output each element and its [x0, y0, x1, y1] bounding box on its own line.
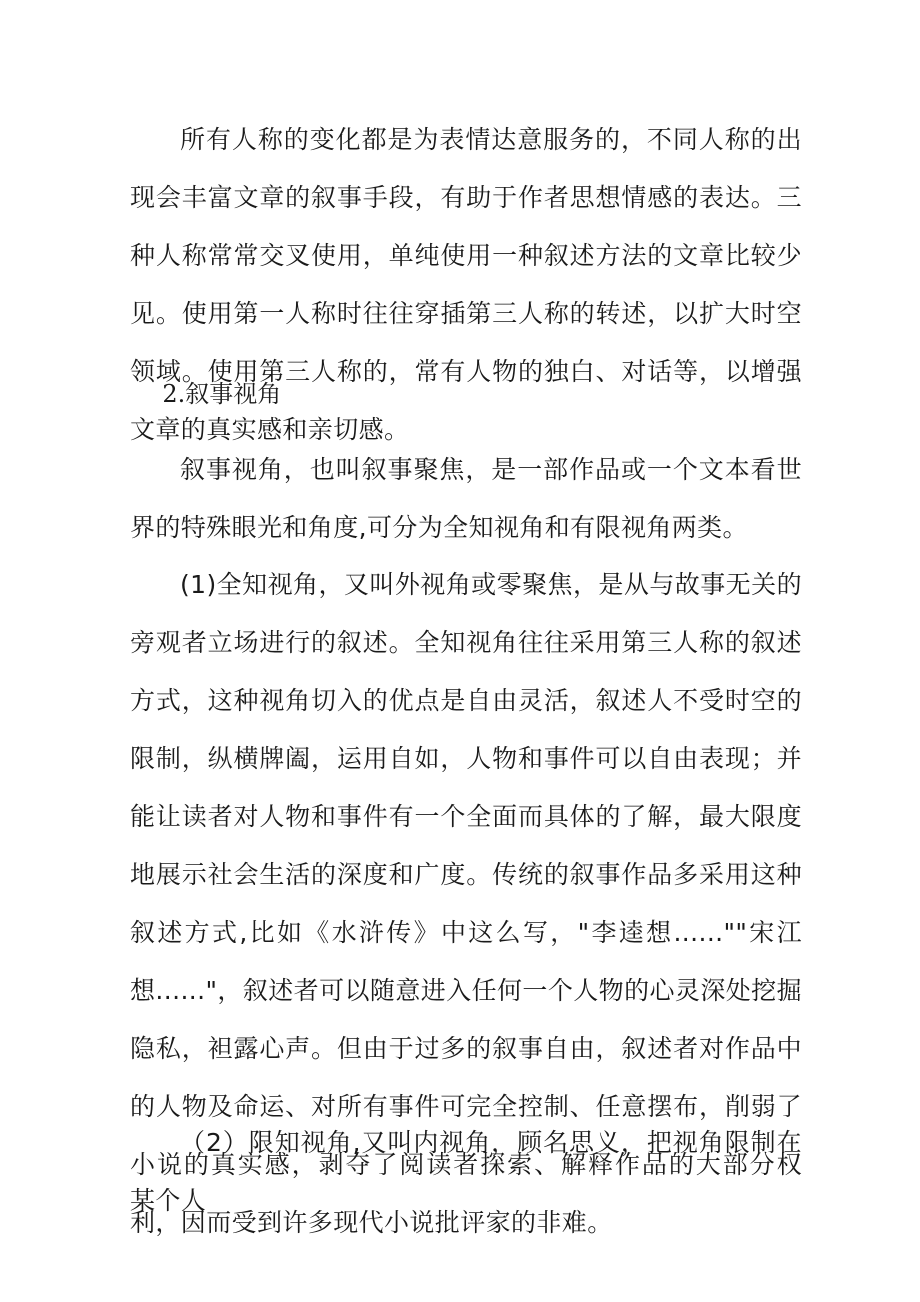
paragraph-person-change: 所有人称的变化都是为表情达意服务的，不同人称的出现会丰富文章的叙事手段，有助于作者思想情感的表达。三种人称常常交叉使用，单纯使用一种叙述方法的文章比较少见。使用第一人称时往往穿插第三人称的转述，以扩大时空领域。使用第三人称的，常有人物的独白、对话等，以增强文章的真实感和亲切感。 [130, 125, 802, 444]
paragraph-omniscient-perspective: (1)全知视角，又叫外视角或零聚焦，是从与故事无关的旁观者立场进行的叙述。全知视角往往采用第三人称的叙述方式，这种视角切入的优点是自由灵活，叙述人不受时空的限制，纵横牌阖，运用自如，人物和事件可以自由表现；并能让读者对人物和事件有一个全面而具体的了解，最大限度地展示社会生活的深度和广度。传统的叙事作品多采用这种叙述方式,比如《水浒传》中这么写，"李逵想......""宋江想......"，叙述者可以随意进入任何一个人物的心灵深处挖掘隐私，袒露心声。但由于过多的叙事自由，叙述者对作品中的人物及命运、对所有事件可完全控制、任意摆布，削弱了小说的真实感，剥夺了阅读者探索、解释作品的大部分权利，因而受到许多现代小说批评家的非难。 [130, 570, 802, 1237]
paragraph-limited-perspective: （2）限知视角,又叫内视角，顾名思义，把视角限制在某个人 [130, 1128, 802, 1215]
paragraph-perspective-definition: 叙事视角，也叫叙事聚焦，是一部作品或一个文本看世界的特殊眼光和角度,可分为全知视角和有限视角两类。 [130, 455, 802, 542]
section-heading-narrative-perspective: 2.叙事视角 [162, 380, 282, 408]
